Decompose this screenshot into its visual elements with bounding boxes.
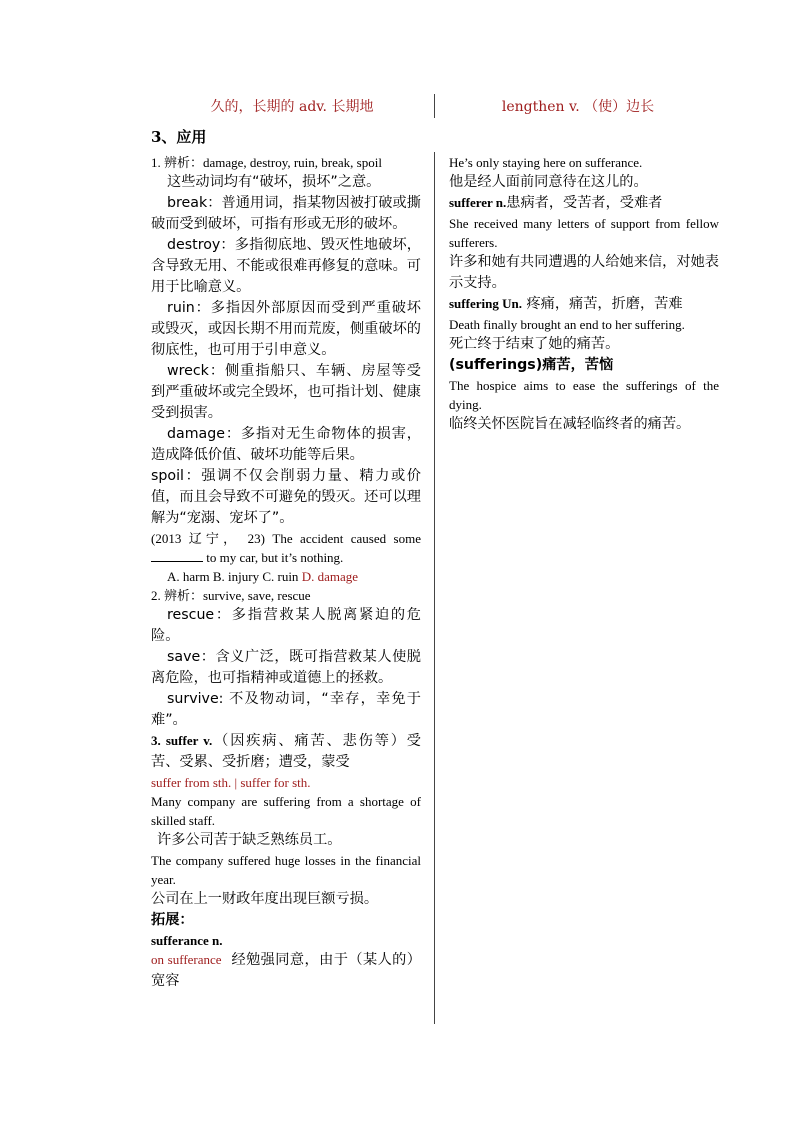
paragraph-spoil: spoil：强调不仅会削弱力量、精力或价值，而且会导致不可避免的毁灭。还可以理解为“宠溺、宠坏了”。 [151,468,421,526]
example-zh: 公司在上一财政年度出现巨额亏损。 [151,891,379,907]
example-en: He’s only staying here on sufferance. [449,155,643,170]
sufferance-entry [151,950,421,992]
sufferance-phrase: on sufferance [151,952,222,967]
exam-question [151,529,421,567]
extension-heading: 拓展： [151,912,194,928]
paragraph-destroy: destroy：多指彻底地、毁灭性地破坏，含导致无用、不能或很难再修复的意味。可用于比喻意义。 [151,237,421,295]
example-zh: 他是经人面前同意待在这儿的。 [449,174,648,190]
paragraph-break: break：普通用词，指某物因被打破或撕破而受到破坏，可指有形或无形的破坏。 [151,195,421,232]
options-text: A. harm B. injury C. ruin [167,569,299,584]
paragraph-wreck: wreck：侧重指船只、车辆、房屋等受到严重破坏或完全毁坏，也可指计划、健康受到损害。 [151,363,421,421]
section-title: 3、应用 [151,128,207,146]
sufferer-entry [449,193,719,214]
paragraph-damage: damage：多指对无生命物体的损害，造成降低价值、破坏功能等后果。 [151,426,421,463]
suffering-headword: suffering Un. [449,296,522,311]
header-right-text: lengthen v. （使）边长 [501,99,655,115]
suffer-headword: 3. suffer v. [151,733,213,748]
suffering-entry [449,294,719,315]
example-zh: 许多和她有共同遭遇的人给她来信，对她表示支持。 [449,254,719,291]
example-en: The company suffered huge losses in the financial year. [151,853,421,887]
example-zh: 许多公司苦于缺乏熟练员工。 [157,832,342,848]
example-zh: 死亡终于结束了她的痛苦。 [449,336,620,352]
header-left-text: 久的，长期的 adv. 长期地 [210,99,374,115]
suffer-definition: （因疾病、痛苦、悲伤等）受苦、受累、受折磨；遭受，蒙受 [151,733,421,770]
sufferings-headword: (sufferings)痛苦，苦恼 [449,357,614,373]
paragraph-rescue: rescue：多指营救某人脱离紧迫的危险。 [151,607,421,644]
suffering-meaning: 疼痛，痛苦，折磨，苦难 [526,296,683,312]
suffer-phrases: suffer from sth. | suffer for sth. [151,775,311,790]
distinction-heading-2: 2. 辨析：survive, save, rescue [151,588,311,603]
example-zh: 临终关怀医院旨在减轻临终者的痛苦。 [449,416,691,432]
paragraph: 这些动词均有“破坏，损坏”之意。 [167,174,381,190]
paragraph-ruin: ruin：多指因外部原因而受到严重破坏或毁灭，或因长期不用而荒废，侧重破坏的彻底性，也可用于引申意义。 [151,300,421,358]
sufferance-headword: sufferance n. [151,933,223,948]
example-en: Many company are suffering from a shortage of skilled staff. [151,794,421,828]
column-divider-top [434,94,435,118]
column-divider [434,152,435,1024]
example-en: She received many letters of support from fellow sufferers. [449,216,719,250]
paragraph-survive: survive: 不及物动词，“幸存，幸免于难”。 [151,691,421,728]
right-column [449,153,719,435]
paragraph-save: save：含义广泛，既可指营救某人使脱离危险，也可指精神或道德上的拯救。 [151,649,421,686]
correct-answer: D. damage [301,569,358,584]
sufferance-meaning: 经勉强同意，由于（某人的）宽容 [151,952,421,989]
left-column [151,153,421,992]
suffer-heading [151,731,421,773]
example-en: The hospice aims to ease the sufferings of the dying. [449,378,719,412]
question-stem: (2013 辽宁， 23) The accident caused some [151,531,421,546]
example-en: Death finally brought an end to her suffering. [449,317,685,332]
distinction-heading-1: 1. 辨析：damage, destroy, ruin, break, spoil [151,155,382,170]
answer-options [151,567,421,586]
answer-blank [151,549,203,562]
question-stem-end: to my car, but it’s nothing. [206,550,344,565]
sufferer-meaning: 患病者，受苦者，受难者 [506,195,663,211]
sufferer-headword: sufferer n. [449,195,507,210]
